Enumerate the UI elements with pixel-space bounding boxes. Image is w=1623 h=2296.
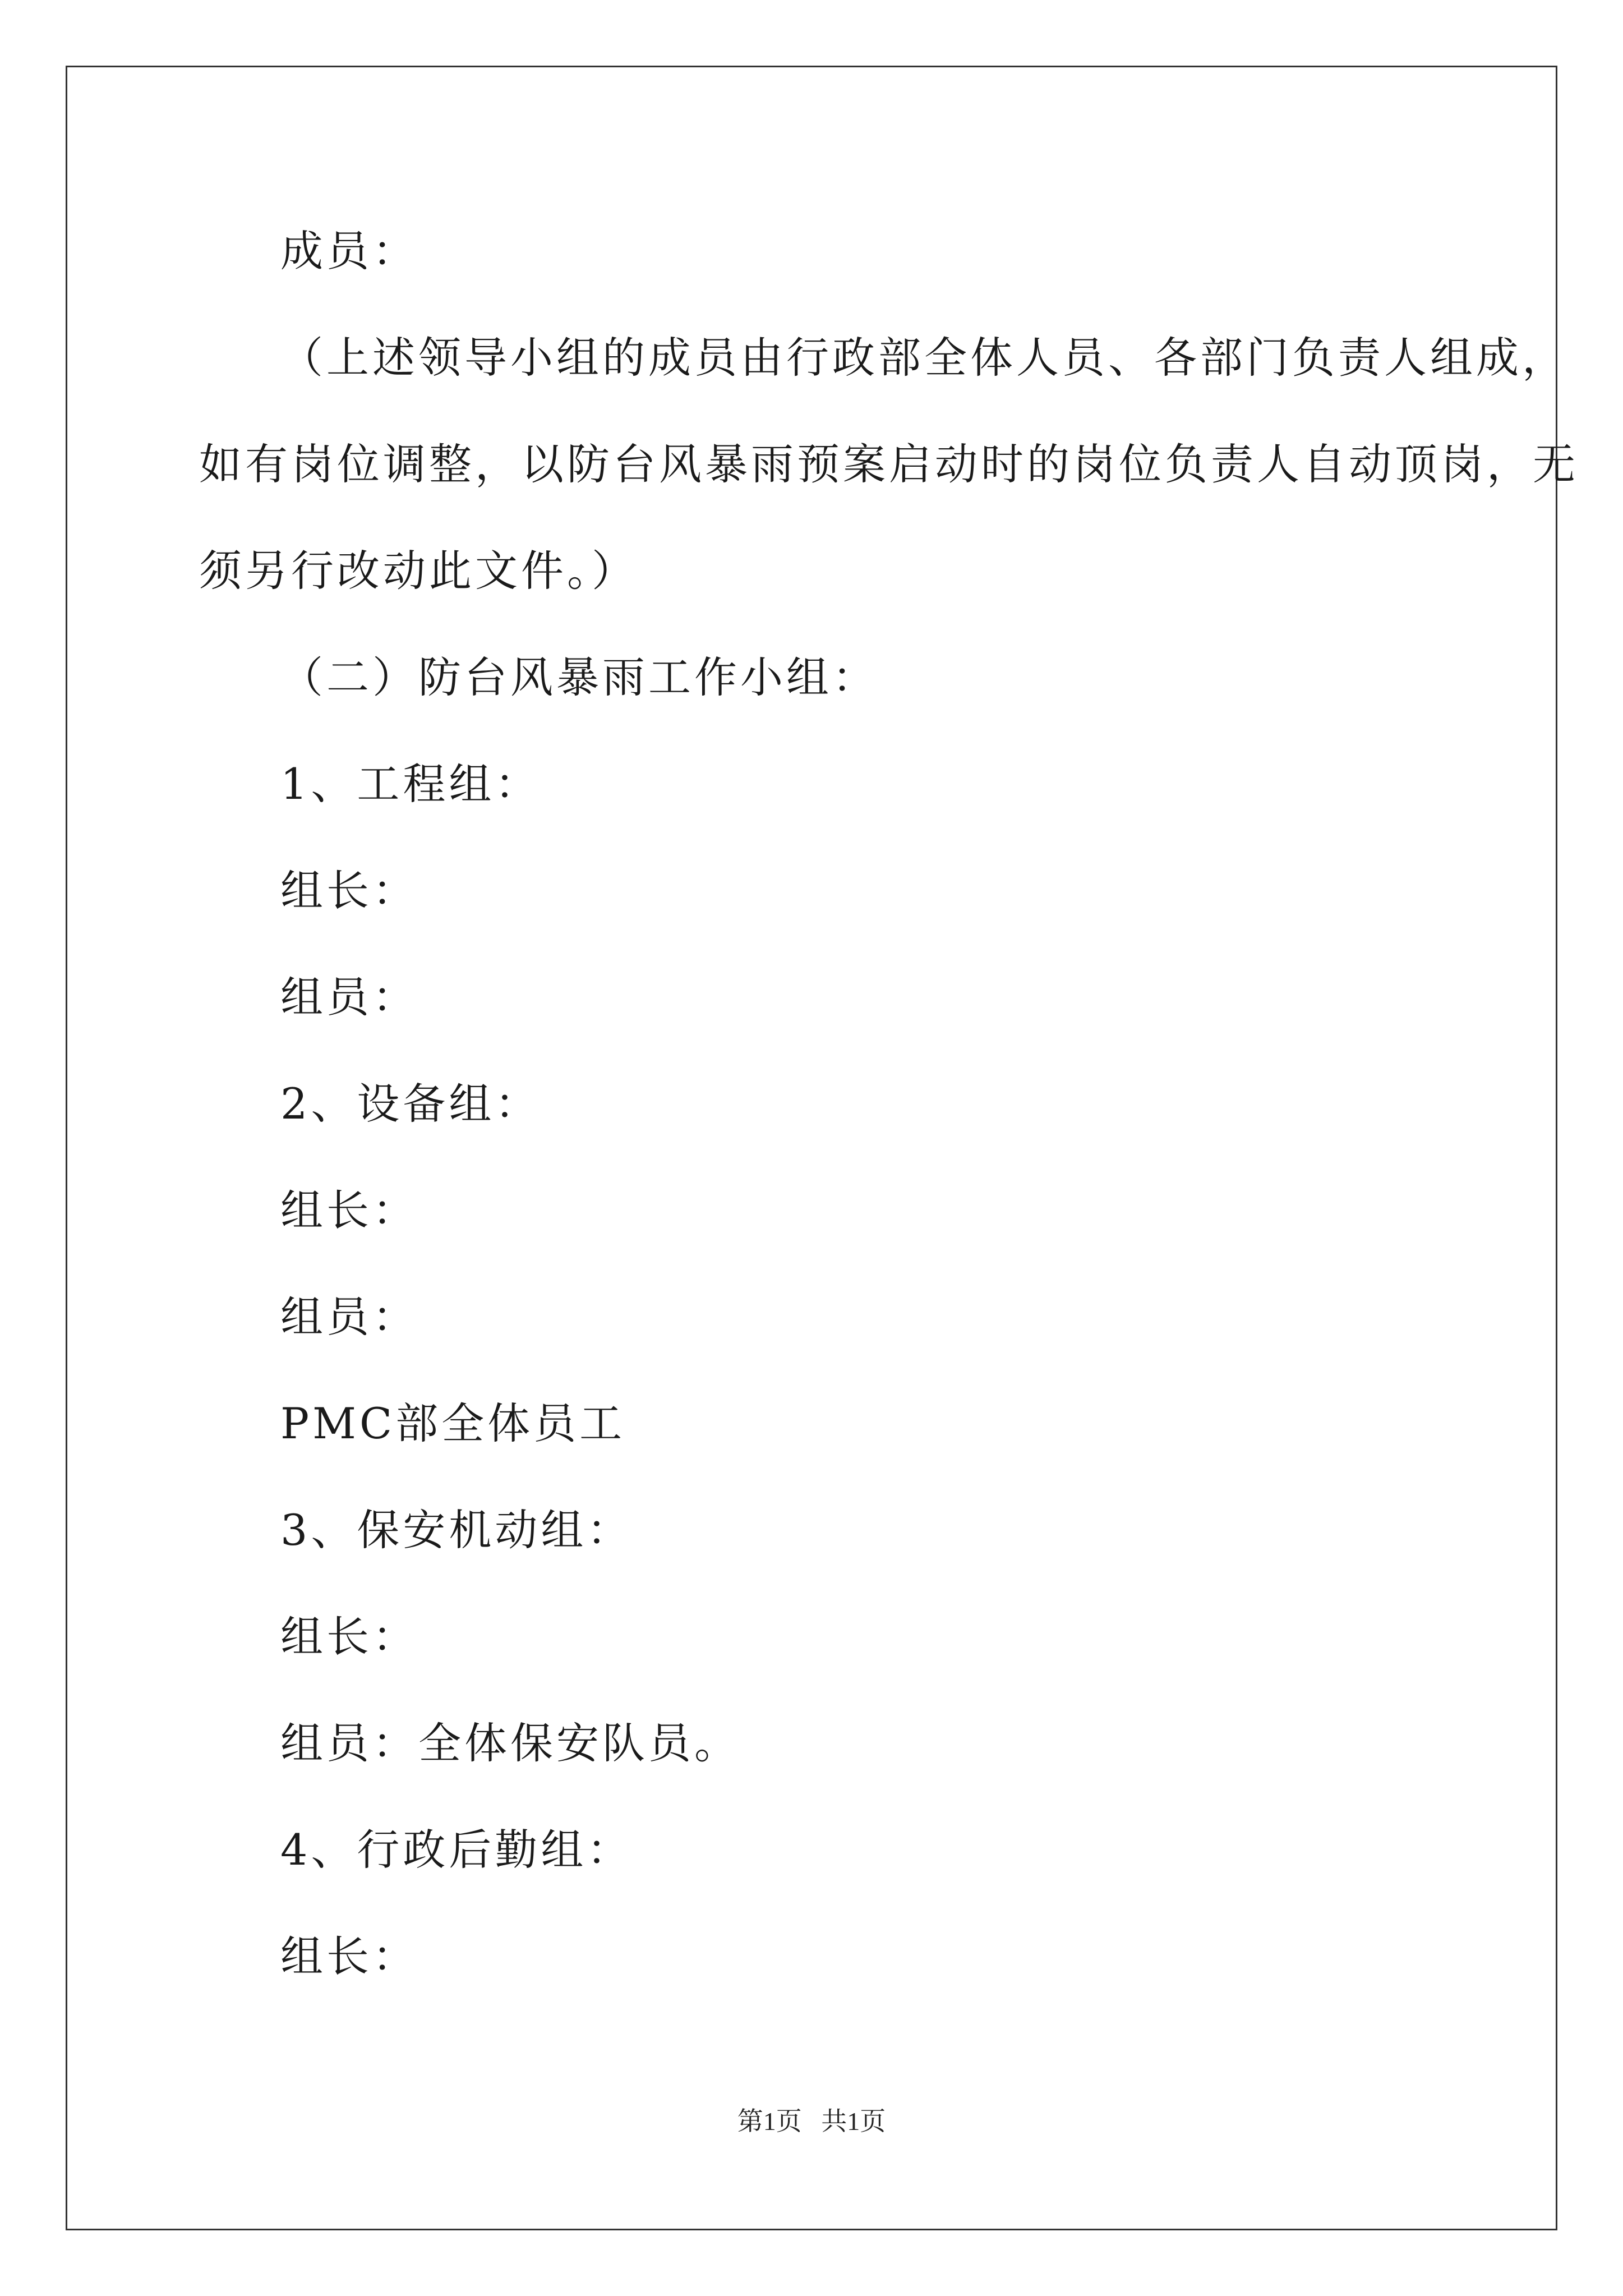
section-heading-work-groups: （二）防台风暴雨工作小组： — [280, 652, 878, 702]
text-line-members: 组员： — [280, 1292, 418, 1342]
text-line-leader: 组长： — [280, 1185, 418, 1235]
text-line-members: 组员：全体保安队员。 — [280, 1718, 740, 1768]
text-line-leader: 组长： — [280, 1931, 418, 1981]
group-heading-admin: 4、行政后勤组： — [280, 1825, 633, 1875]
group-heading-engineering: 1、工程组： — [280, 759, 541, 809]
text-line-leader: 组长： — [280, 1612, 418, 1662]
text-line-members: 组员： — [280, 972, 418, 1022]
group-heading-equipment: 2、设备组： — [280, 1079, 541, 1129]
text-line-members: 成员： — [280, 226, 418, 276]
text-line-pmc: PMC部全体员工 — [280, 1398, 626, 1448]
text-line-note-middle: 如有岗位调整，以防台风暴雨预案启动时的岗位负责人自动顶岗，无 — [199, 439, 1579, 489]
text-line-leader: 组长： — [280, 866, 418, 915]
group-heading-security: 3、保安机动组： — [280, 1505, 633, 1555]
page-footer: 第1页 共1页 — [737, 2107, 886, 2136]
page-border — [66, 66, 1557, 2230]
text-line-note-start: （上述领导小组的成员由行政部全体人员、各部门负责人组成， — [280, 333, 1568, 383]
text-line-note-end: 须另行改动此文件。） — [199, 546, 638, 596]
